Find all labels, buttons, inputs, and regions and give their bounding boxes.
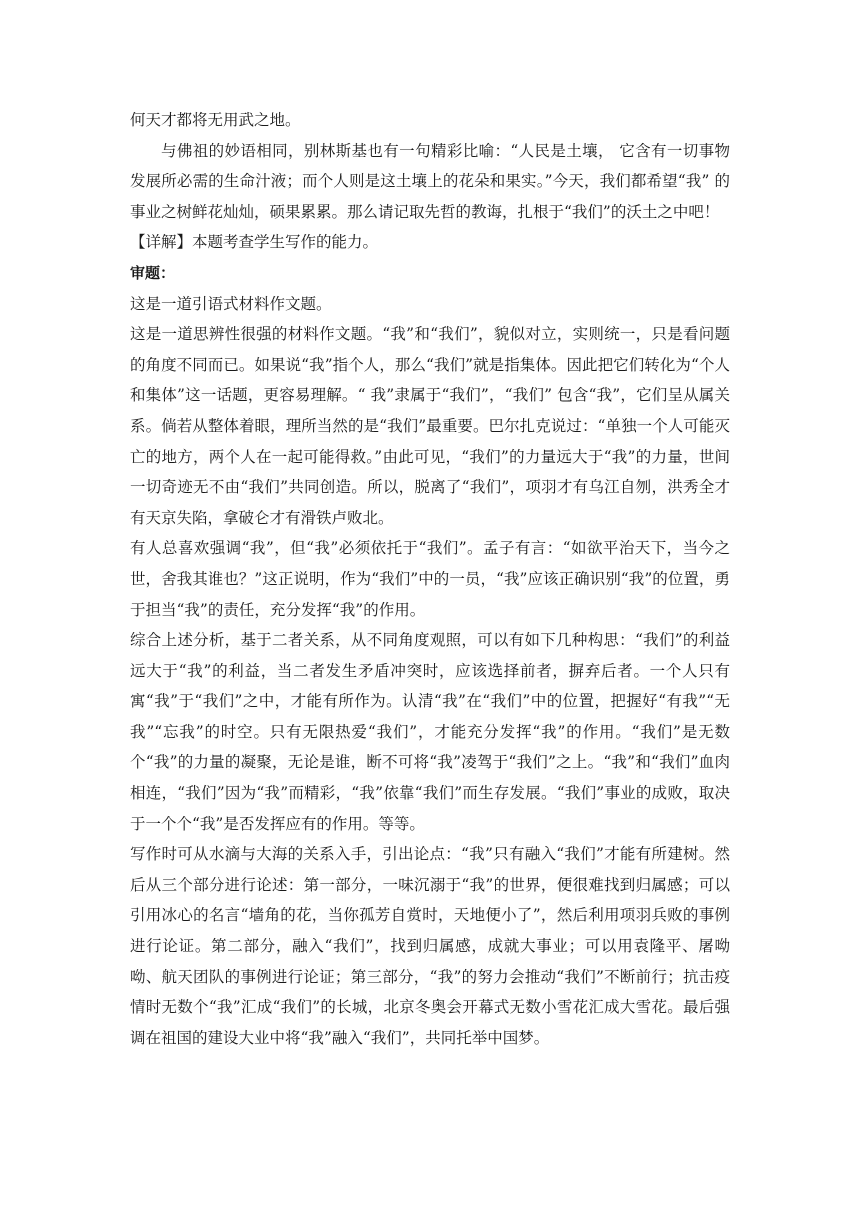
paragraph-7: 有人总喜欢强调“我”，但“我”必须依托于“我们”。孟子有言：“如欲平治天下，当今之世，舍我其谁也？”这正说明，作为“我们”中的一员，“我”应该正确识别“我”的位置，勇于担当“我”的责任，充分发挥“我”的作用。 bbox=[130, 539, 730, 619]
paragraph-6: 这是一道思辨性很强的材料作文题。“我”和“我们”，貌似对立，实则统一，只是看问题的角度不同而已。如果说“我”指个人，那么“我们”就是指集体。因此把它们转化为“个人和集体”这一话题，更容易理解。“ 我”隶属于“我们”，“我们” 包含“我”，它们呈从属关系。倘若从整体着眼，理所当然的是“我们”最重要。巴尔扎克说过：“单独一个人可能灭亡的地方，两个人在一起可能得救。”由此可见，“我们”的力量远大于“我”的力量，世间一切奇迹无不由“我们”共同创造。所以，脱离了“我们”，项羽才有乌江自刎，洪秀全才有天京失陷，拿破仑才有滑铁卢败北。 bbox=[130, 325, 730, 527]
paragraph-1: 何天才都将无用武之地。 bbox=[130, 111, 301, 129]
section-heading-shenti: 审题： bbox=[130, 263, 176, 282]
paragraph-5: 这是一道引语式材料作文题。 bbox=[130, 294, 332, 313]
detail-explanation: 【详解】本题考查学生写作的能力。 bbox=[130, 233, 379, 252]
paragraph-9: 写作时可从水滴与大海的关系入手，引出论点：“我”只有融入“我们”才能有所建树。然后从三个部分进行论述：第一部分，一味沉溺于“我”的世界，便很难找到归属感；可以引用冰心的名言“墙角的花，当你孤芳自赏时，天地便小了”，然后利用项羽兵败的事例进行论证。第二部分，融入“我们”，找到归属感，成就大事业；可以用袁隆平、屠呦呦、航天团队的事例进行论证；第三部分，“我”的努力会推动“我们”不断前行；抗击疫情时无数个“我”汇成“我们”的长城，北京冬奥会开幕式无数小雪花汇成大雪花。最后强调在祖国的建设大业中将“我”融入“我们”，共同托举中国梦。 bbox=[130, 845, 730, 1047]
paragraph-8: 综合上述分析，基于二者关系，从不同角度观照，可以有如下几种构思：“我们”的利益远大于“我”的利益，当二者发生矛盾冲突时，应该选择前者，摒弃后者。一个人只有寓“我”于“我们”之中，才能有所作为。认清“我”在“我们”中的位置，把握好“有我”“无我”“忘我”的时空。只有无限热爱“我们”，才能充分发挥“我”的作用。“我们”是无数个“我”的力量的凝聚，无论是谁，断不可将“我”凌驾于“我们”之上。“我”和“我们”血肉相连，“我们”因为“我”而精彩，“我”依靠“我们”而生存发展。“我们”事业的成败，取决于一个个“我”是否发挥应有的作用。等等。 bbox=[130, 631, 730, 833]
document-body bbox=[130, 105, 730, 1053]
paragraph-2: 与佛祖的妙语相同，别林斯基也有一句精彩比喻：“人民是土壤， 它含有一切事物发展所必需的生命汁液；而个人则是这土壤上的花朵和果实。”今天，我们都希望“我” 的事业之树鲜花灿灿，硕果累累。那么请记取先哲的教诲，扎根于“我们”的沃土之中吧！ bbox=[130, 141, 730, 221]
